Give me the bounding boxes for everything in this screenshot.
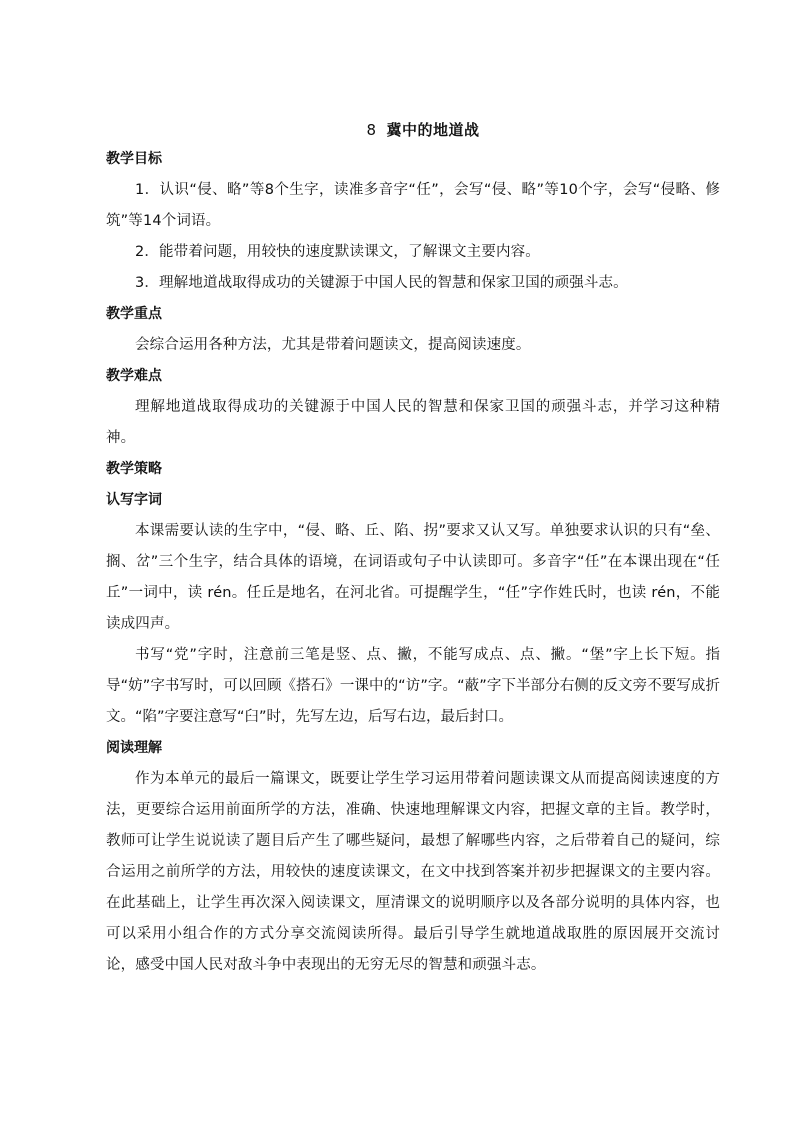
difficulties-paragraph: 理解地道战取得成功的关键源于中国人民的智慧和保家卫国的顽强斗志，并学习这种精神。 (106, 399, 720, 446)
lesson-title-text: 冀中的地道战 (386, 121, 480, 139)
goal-item-3: 3．理解地道战取得成功的关键源于中国人民的智慧和保家卫国的顽强斗志。 (135, 275, 628, 291)
section-heading-goals: 教学目标 (106, 151, 162, 167)
lesson-number: 8 (366, 121, 377, 139)
goal-item-1: 1．认识“侵、略”等8个生字，读准多音字“任”，会写“侵、略”等10个字，会写“侵略、修筑”等14个词语。 (106, 182, 720, 229)
section-heading-key-points: 教学重点 (106, 306, 162, 322)
subsection-heading-reading: 阅读理解 (106, 740, 162, 756)
goal-item-2: 2．能带着问题，用较快的速度默读课文，了解课文主要内容。 (135, 244, 540, 260)
section-heading-strategies: 教学策略 (106, 461, 162, 477)
reading-paragraph: 作为本单元的最后一篇课文，既要让学生学习运用带着问题读课文从而提高阅读速度的方法，更要综合运用前面所学的方法，准确、快速地理解课文内容，把握文章的主旨。教学时，教师可让学生说说读了题目后产生了哪些疑问，最想了解哪些内容，之后带着自己的疑问，综合运用之前所学的方法，用较快的速度读课文，在文中找到答案并初步把握课文的主要内容。在此基础上，让学生再次深入阅读课文，厘清课文的说明顺序以及各部分说明的具体内容，也可以采用小组合作的方式分享交流阅读所得。最后引导学生就地道战取胜的原因展开交流讨论，感受中国人民对敌斗争中表现出的无穷无尽的智慧和顽强斗志。 (106, 771, 720, 973)
characters-paragraph-2: 书写“党”字时，注意前三笔是竖、点、撇，不能写成点、点、撇。“堡”字上长下短。指导“妨”字书写时，可以回顾《搭石》一课中的“访”字。“蔽”字下半部分右侧的反文旁不要写成折文。“陷”字要注意写“臼”时，先写左边，后写右边，最后封口。 (106, 647, 720, 725)
key-points-paragraph: 会综合运用各种方法，尤其是带着问题读文，提高阅读速度。 (135, 337, 531, 353)
subsection-heading-characters: 认写字词 (106, 492, 162, 508)
document-body (106, 119, 720, 981)
lesson-title (126, 119, 720, 141)
section-heading-difficulties: 教学难点 (106, 368, 162, 384)
characters-paragraph-1: 本课需要认读的生字中，“侵、略、丘、陷、拐”要求又认又写。单独要求认识的只有“垒、搁、岔”三个生字，结合具体的语境，在词语或句子中认读即可。多音字“任”在本课出现在“任丘”一词中，读 rén。任丘是地名，在河北省。可提醒学生，“任”字作姓氏时，也读 rén，不能读成四声。 (106, 523, 720, 632)
